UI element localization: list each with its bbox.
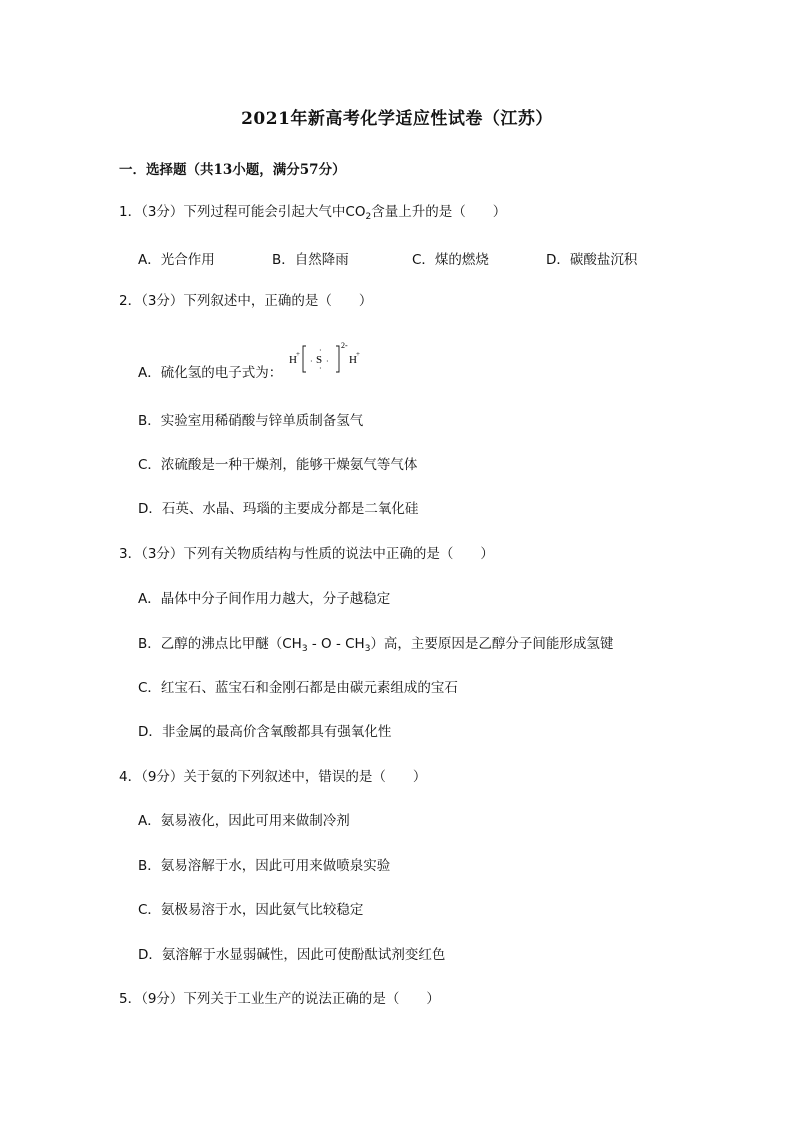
- question-1-subscript: 2: [365, 212, 372, 222]
- subscript-1: 3: [301, 644, 308, 654]
- formula-h-right-charge: +: [356, 350, 360, 358]
- question-3-option-b-part1: B．乙醇的沸点比甲醚（CH: [138, 636, 302, 652]
- exam-title: 2021年新高考化学适应性试卷（江苏）: [241, 109, 553, 129]
- question-4-option-d: D．氨溶解于水显弱碱性，因此可使酚酞试剂变红色: [138, 947, 446, 963]
- formula-dot-bottom: ·: [319, 364, 322, 373]
- right-bracket: [336, 346, 339, 372]
- question-3-option-b: [138, 635, 613, 658]
- question-1-options: [138, 248, 698, 266]
- question-1-option-d: D．碳酸盐沉积: [546, 252, 638, 268]
- question-1-option-b: B．自然降雨: [272, 252, 349, 268]
- formula-atom: S: [316, 354, 323, 366]
- question-1-stem-text: 1．（3分）下列过程可能会引起大气中CO: [119, 204, 366, 220]
- question-3-option-d: D．非金属的最高价含氧酸都具有强氧化性: [138, 724, 392, 740]
- question-2-option-b: B．实验室用稀硝酸与锌单质制备氢气: [138, 413, 364, 429]
- section-heading: 一．选择题（共13小题，满分57分）: [119, 162, 346, 178]
- question-2-option-c: C．浓硫酸是一种干燥剂，能够干燥氨气等气体: [138, 457, 418, 473]
- question-2-option-d: D．石英、水晶、玛瑙的主要成分都是二氧化硅: [138, 501, 419, 517]
- question-3-option-b-part2: - O - CH: [307, 636, 365, 652]
- question-4-stem: 4．（9分）关于氨的下列叙述中，错误的是（ ）: [119, 769, 427, 785]
- question-3-stem: 3．（3分）下列有关物质结构与性质的说法中正确的是（ ）: [119, 546, 494, 562]
- electron-formula: [288, 340, 368, 374]
- left-bracket: [303, 346, 306, 372]
- question-1-stem-tail: 含量上升的是（ ）: [371, 204, 507, 220]
- formula-h-left-charge: +: [296, 350, 300, 358]
- formula-dot-right: ·: [326, 357, 329, 366]
- subscript-2: 3: [364, 644, 371, 654]
- question-4-option-c: C．氨极易溶于水，因此氨气比较稳定: [138, 902, 364, 918]
- question-4-option-b: B．氨易溶解于水，因此可用来做喷泉实验: [138, 858, 391, 874]
- formula-dot-left: ·: [310, 357, 313, 366]
- question-1-option-c: C．煤的燃烧: [412, 252, 489, 268]
- question-5-stem: 5．（9分）下列关于工业生产的说法正确的是（ ）: [119, 991, 440, 1007]
- electron-formula-graphic: [288, 340, 368, 374]
- question-3-option-b-part3: ）高，主要原因是乙醇分子间能形成氢键: [370, 636, 614, 652]
- question-1-option-a: A．光合作用: [138, 252, 215, 268]
- question-4-option-a: A．氨易液化，因此可用来做制冷剂: [138, 813, 350, 829]
- question-3-option-a: A．晶体中分子间作用力越大，分子越稳定: [138, 591, 391, 607]
- formula-charge: 2-: [341, 341, 348, 350]
- question-2-option-a: A．硫化氢的电子式为：: [138, 365, 283, 381]
- question-1-stem: [119, 203, 506, 226]
- formula-h-left: H: [289, 354, 297, 366]
- question-3-option-c: C．红宝石、蓝宝石和金刚石都是由碳元素组成的宝石: [138, 680, 458, 696]
- formula-dot-top: ·: [319, 346, 322, 355]
- question-2-stem: 2．（3分）下列叙述中，正确的是（ ）: [119, 293, 373, 309]
- formula-h-right: H: [349, 354, 357, 366]
